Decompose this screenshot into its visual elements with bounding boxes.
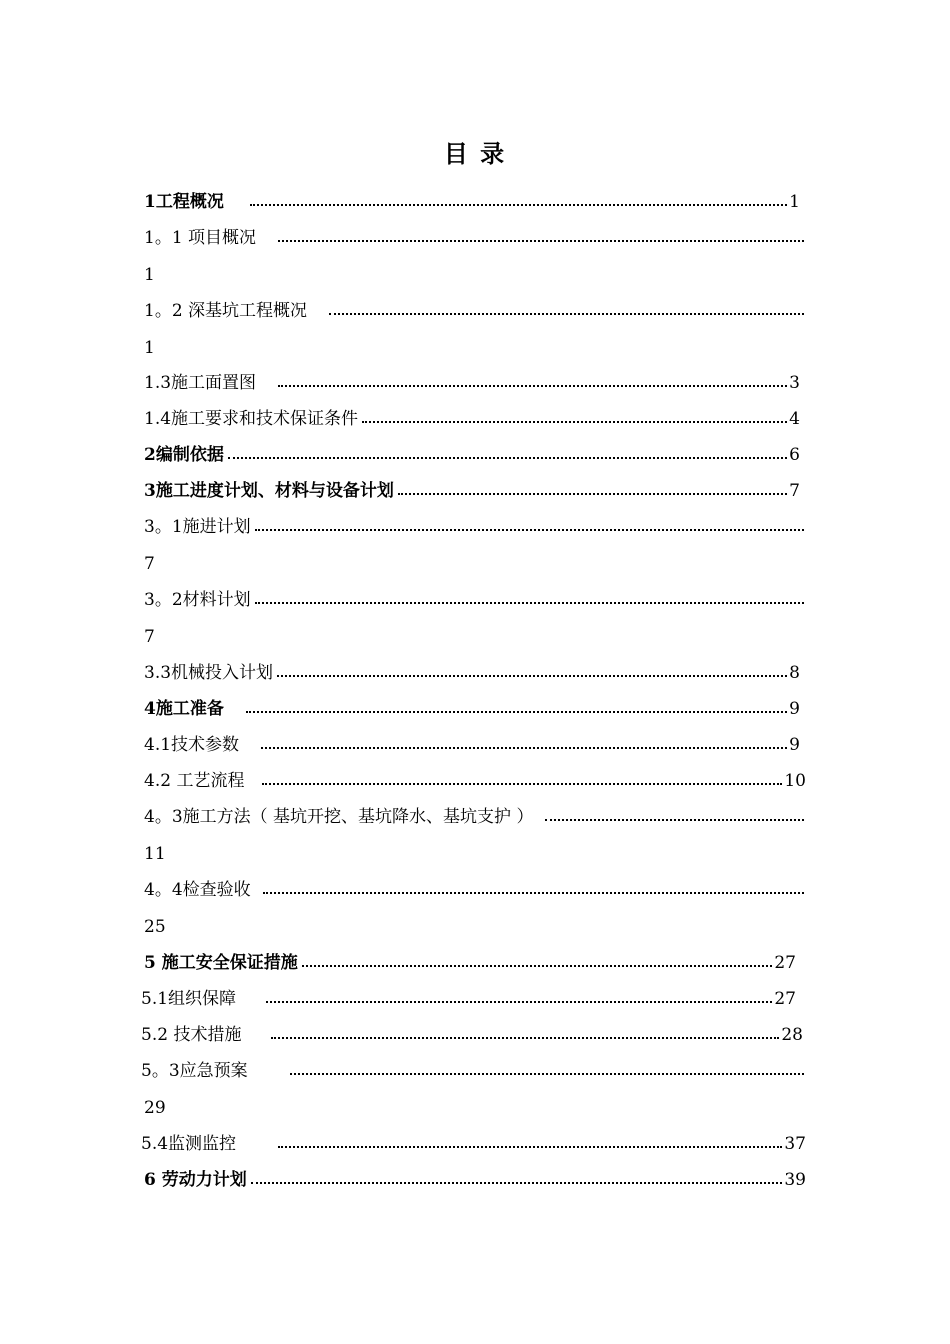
toc-entry[interactable] (144, 299, 804, 323)
toc-leader-dots (246, 711, 787, 713)
toc-entry-page: 28 (781, 1025, 803, 1045)
toc-entry-label: 3。2材料计划 (144, 590, 251, 610)
toc-entry[interactable] (144, 805, 804, 829)
toc-title: 目 录 (443, 139, 507, 168)
toc-entry-page: 1 (789, 192, 800, 212)
toc-entry-page: 6 (789, 445, 800, 465)
toc-entry[interactable] (144, 951, 796, 975)
toc-leader-dots (278, 1146, 782, 1148)
toc-leader-dots (266, 1001, 772, 1003)
toc-leader-dots (261, 747, 787, 749)
toc-leader-dots (302, 965, 773, 967)
toc-entry[interactable] (144, 697, 800, 721)
toc-page-number-wrapped: 1 (144, 265, 155, 285)
toc-entry[interactable] (144, 1168, 806, 1192)
toc-entry[interactable] (144, 878, 804, 902)
toc-entry-page: 39 (784, 1170, 806, 1190)
toc-entry-label: 1工程概况 (144, 192, 224, 212)
toc-entry-page: 27 (774, 953, 796, 973)
toc-entry[interactable] (144, 515, 804, 539)
toc-leader-dots (278, 385, 787, 387)
toc-entry-page: 10 (784, 771, 806, 791)
toc-leader-dots (290, 1073, 804, 1075)
toc-entry-page: 27 (774, 989, 796, 1009)
toc-leader-dots (362, 421, 787, 423)
toc-leader-dots (277, 675, 787, 677)
toc-entry[interactable] (144, 226, 804, 250)
toc-entry[interactable] (144, 769, 806, 793)
toc-leader-dots (545, 819, 804, 821)
toc-leader-dots (228, 457, 787, 459)
toc-entry[interactable] (144, 190, 800, 214)
toc-entry-page: 9 (789, 699, 800, 719)
toc-entry[interactable] (144, 661, 800, 685)
toc-entry-label: 6 劳动力计划 (144, 1170, 247, 1190)
toc-entry-page: 37 (784, 1134, 806, 1154)
toc-leader-dots (271, 1037, 779, 1039)
toc-page-number-wrapped: 29 (144, 1098, 166, 1118)
toc-entry-page: 8 (789, 663, 800, 683)
toc-page-number-wrapped: 1 (144, 338, 155, 358)
toc-entry-label: 4施工准备 (144, 699, 224, 719)
toc-entry-label: 5 施工安全保证措施 (144, 953, 298, 973)
toc-leader-dots (329, 313, 804, 315)
toc-entry-label: 1。1 项目概况 (144, 228, 257, 248)
toc-leader-dots (255, 602, 804, 604)
toc-leader-dots (255, 529, 804, 531)
toc-entry-label: 4.2 工艺流程 (144, 771, 245, 791)
toc-leader-dots (262, 783, 782, 785)
toc-entry-label: 4。4检查验收 (144, 880, 251, 900)
toc-entry-label: 5.1组织保障 (141, 989, 237, 1009)
toc-entry-page: 7 (789, 481, 800, 501)
toc-entry-label: 5。3应急预案 (141, 1061, 248, 1081)
toc-entry[interactable] (141, 1132, 806, 1156)
toc-entry-label: 2编制依据 (144, 445, 224, 465)
toc-entry-label: 5.4监测监控 (141, 1134, 237, 1154)
toc-entry-label: 3。1施进计划 (144, 517, 251, 537)
toc-entry-label: 1.3施工面置图 (144, 373, 257, 393)
toc-page-number-wrapped: 7 (144, 554, 155, 574)
toc-page-number-wrapped: 7 (144, 627, 155, 647)
toc-entry-label: 5.2 技术措施 (141, 1025, 242, 1045)
toc-entry[interactable] (144, 371, 800, 395)
toc-leader-dots (250, 204, 787, 206)
toc-entry-page: 4 (789, 409, 800, 429)
toc-entry[interactable] (141, 1023, 803, 1047)
toc-leader-dots (251, 1182, 783, 1184)
toc-leader-dots (278, 240, 804, 242)
toc-entry-label: 3.3机械投入计划 (144, 663, 274, 683)
toc-entry-label: 4。3施工方法（ 基坑开挖、基坑降水、基坑支护 ） (144, 807, 534, 827)
toc-entry-page: 9 (789, 735, 800, 755)
toc-leader-dots (263, 892, 804, 894)
toc-entry-label: 1.4施工要求和技术保证条件 (144, 409, 359, 429)
toc-leader-dots (398, 493, 787, 495)
toc-entry[interactable] (144, 479, 800, 503)
toc-page-number-wrapped: 25 (144, 917, 166, 937)
toc-entry[interactable] (141, 987, 796, 1011)
toc-entry[interactable] (144, 407, 800, 431)
toc-entry-label: 4.1技术参数 (144, 735, 240, 755)
toc-entry[interactable] (144, 588, 804, 612)
toc-entry[interactable] (144, 733, 800, 757)
toc-entry-page: 3 (789, 373, 800, 393)
toc-entry[interactable] (141, 1059, 804, 1083)
toc-page-number-wrapped: 11 (144, 844, 166, 864)
toc-entry-label: 3施工进度计划、材料与设备计划 (144, 481, 394, 501)
toc-entry-label: 1。2 深基坑工程概况 (144, 301, 308, 321)
toc-entry[interactable] (144, 443, 800, 467)
